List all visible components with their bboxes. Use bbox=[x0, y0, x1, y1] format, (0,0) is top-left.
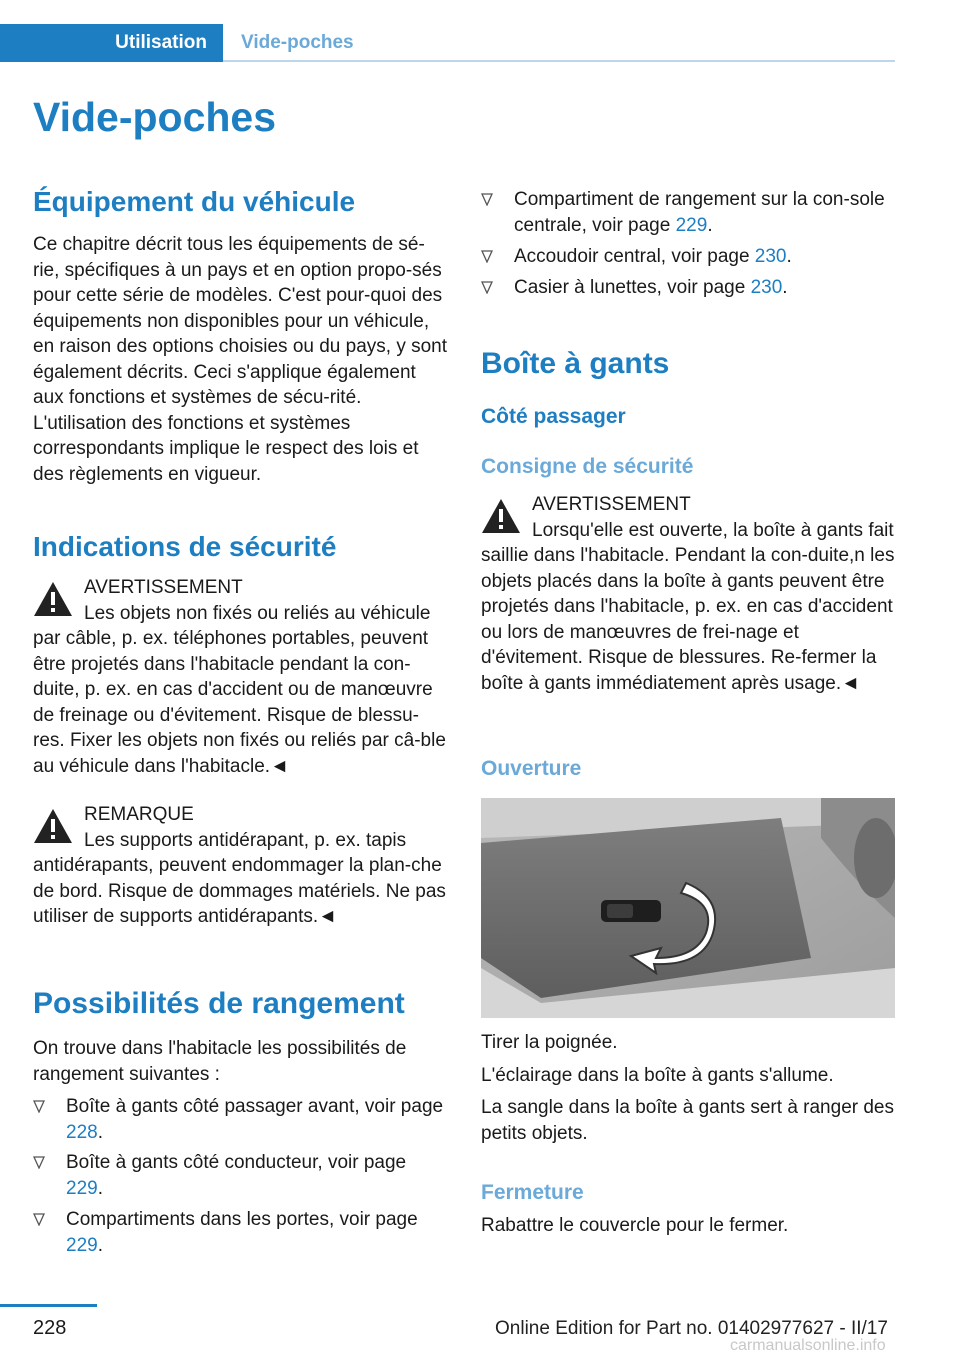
footer-bar bbox=[0, 1304, 97, 1307]
warning-text: Lorsqu'elle est ouverte, la boîte à gants fait saillie dans l'habitacle. Pendant la con-duite,n les objets placés dans la boîte à gants peuvent être projetés dans l'habitacle, p. ex. en cas d'accident ou lors de manœuvres de frei-nage et d'évitement. Risque de blessures. Re-fermer la boîte à gants immédiatement après usage.◄ bbox=[481, 519, 895, 694]
bullet-triangle-icon bbox=[33, 1100, 45, 1113]
closing-heading: Fermeture bbox=[481, 1181, 584, 1204]
safety-subheading: Consigne de sécurité bbox=[481, 455, 694, 478]
page-title: Vide-poches bbox=[33, 94, 277, 140]
safety-heading: Indications de sécurité bbox=[33, 531, 337, 562]
warning-text: Les objets non fixés ou reliés au véhicule par câble, p. ex. téléphones portables, peuvent être projetés dans l'habitacle pendant la con-duite, p. ex. en cas d'accident ou de manœuvre de freinage ou d'évitement. Risque de blessu-res. Fixer les objets non fixés ou reliés par câ-ble au véhicule dans l'habitacle.◄ bbox=[33, 602, 446, 777]
list-item: Compartiments dans les portes, voir page 229. bbox=[33, 1207, 448, 1258]
warning-block-3 bbox=[481, 492, 896, 696]
page-link[interactable]: 230 bbox=[750, 277, 783, 298]
step-3: La sangle dans la boîte à gants sert à ranger des petits objets. bbox=[481, 1097, 894, 1144]
list-item-text: Boîte à gants côté conducteur, voir page bbox=[66, 1152, 407, 1173]
bullet-triangle-icon bbox=[33, 1156, 45, 1169]
header-tabs bbox=[0, 24, 895, 62]
page-number: 228 bbox=[33, 1317, 67, 1339]
tab-utilisation[interactable]: Utilisation bbox=[0, 24, 223, 62]
storage-text: On trouve dans l'habitacle les possibilités de rangement suivantes : bbox=[33, 1038, 407, 1085]
tab-underline bbox=[223, 60, 895, 62]
bullet-triangle-icon bbox=[481, 193, 493, 206]
bullet-triangle-icon bbox=[481, 281, 493, 294]
bullet-triangle-icon bbox=[33, 1213, 45, 1226]
passenger-heading: Côté passager bbox=[481, 405, 626, 428]
warning-title: AVERTISSEMENT bbox=[532, 494, 691, 515]
glovebox-heading: Boîte à gants bbox=[481, 347, 670, 380]
page-link[interactable]: 228 bbox=[66, 1121, 98, 1143]
list-item-text: Compartiment de rangement sur la con-sole centrale, voir page bbox=[514, 189, 885, 236]
remark-title: REMARQUE bbox=[84, 804, 194, 825]
list-item: Accoudoir central, voir page 230. bbox=[481, 244, 896, 270]
warning-title: AVERTISSEMENT bbox=[84, 577, 243, 598]
list-item: Casier à lunettes, voir page 230. bbox=[481, 275, 896, 301]
page-link[interactable]: 229 bbox=[66, 1234, 98, 1256]
equipment-heading: Équipement du véhicule bbox=[33, 186, 356, 217]
warning-triangle-icon bbox=[481, 498, 521, 534]
warning-block-2 bbox=[33, 802, 448, 930]
step-2: L'éclairage dans la boîte à gants s'allume. bbox=[481, 1065, 834, 1086]
watermark: carmanualsonline.info bbox=[730, 1337, 886, 1354]
storage-heading: Possibilités de rangement bbox=[33, 987, 405, 1020]
glovebox-photo bbox=[481, 798, 895, 1018]
warning-triangle-icon bbox=[33, 808, 73, 844]
page-link[interactable]: 229 bbox=[675, 214, 708, 236]
warning-block-1 bbox=[33, 575, 448, 779]
list-item-text: Boîte à gants côté passager avant, voir page bbox=[66, 1096, 444, 1117]
list-item-text: Compartiments dans les portes, voir page bbox=[66, 1209, 418, 1230]
list-item-text: Casier à lunettes, voir page bbox=[514, 277, 746, 298]
opening-heading: Ouverture bbox=[481, 757, 582, 780]
page-link[interactable]: 230 bbox=[754, 246, 787, 267]
tab-vide-poches[interactable]: Vide-poches bbox=[241, 32, 354, 53]
equipment-text: Ce chapitre décrit tous les équipements de sé-rie, spécifiques à un pays et en option propo-sés pour cette série de modèles. C'est pour-quoi des équipements non disponibles pour un véhicule, en raison des options choisies ou du pays, y sont également décrits. Ceci s'applique également aux fonctions et systèmes de sécu-rité. L'utilisation des fonctions et systèmes correspondants implique le respect des lois et des règlements en vigueur. bbox=[33, 234, 448, 485]
step-1: Tirer la poignée. bbox=[481, 1032, 618, 1053]
closing-text: Rabattre le couvercle pour le fermer. bbox=[481, 1215, 789, 1236]
page-link[interactable]: 229 bbox=[66, 1177, 98, 1199]
list-item: Boîte à gants côté conducteur, voir page 229. bbox=[33, 1150, 448, 1201]
bullet-triangle-icon bbox=[481, 250, 493, 263]
list-item: Compartiment de rangement sur la con-sole centrale, voir page 229. bbox=[481, 187, 896, 238]
list-item-text: Accoudoir central, voir page bbox=[514, 246, 750, 267]
warning-triangle-icon bbox=[33, 581, 73, 617]
edition-text: Online Edition for Part no. 01402977627 - II/17 bbox=[495, 1318, 888, 1339]
list-item: Boîte à gants côté passager avant, voir page 228. bbox=[33, 1094, 448, 1145]
remark-text: Les supports antidérapant, p. ex. tapis antidérapants, peuvent endommager la plan-che de bord. Risque de dommages matériels. Ne pas utiliser de supports antidérapants.◄ bbox=[33, 829, 446, 927]
